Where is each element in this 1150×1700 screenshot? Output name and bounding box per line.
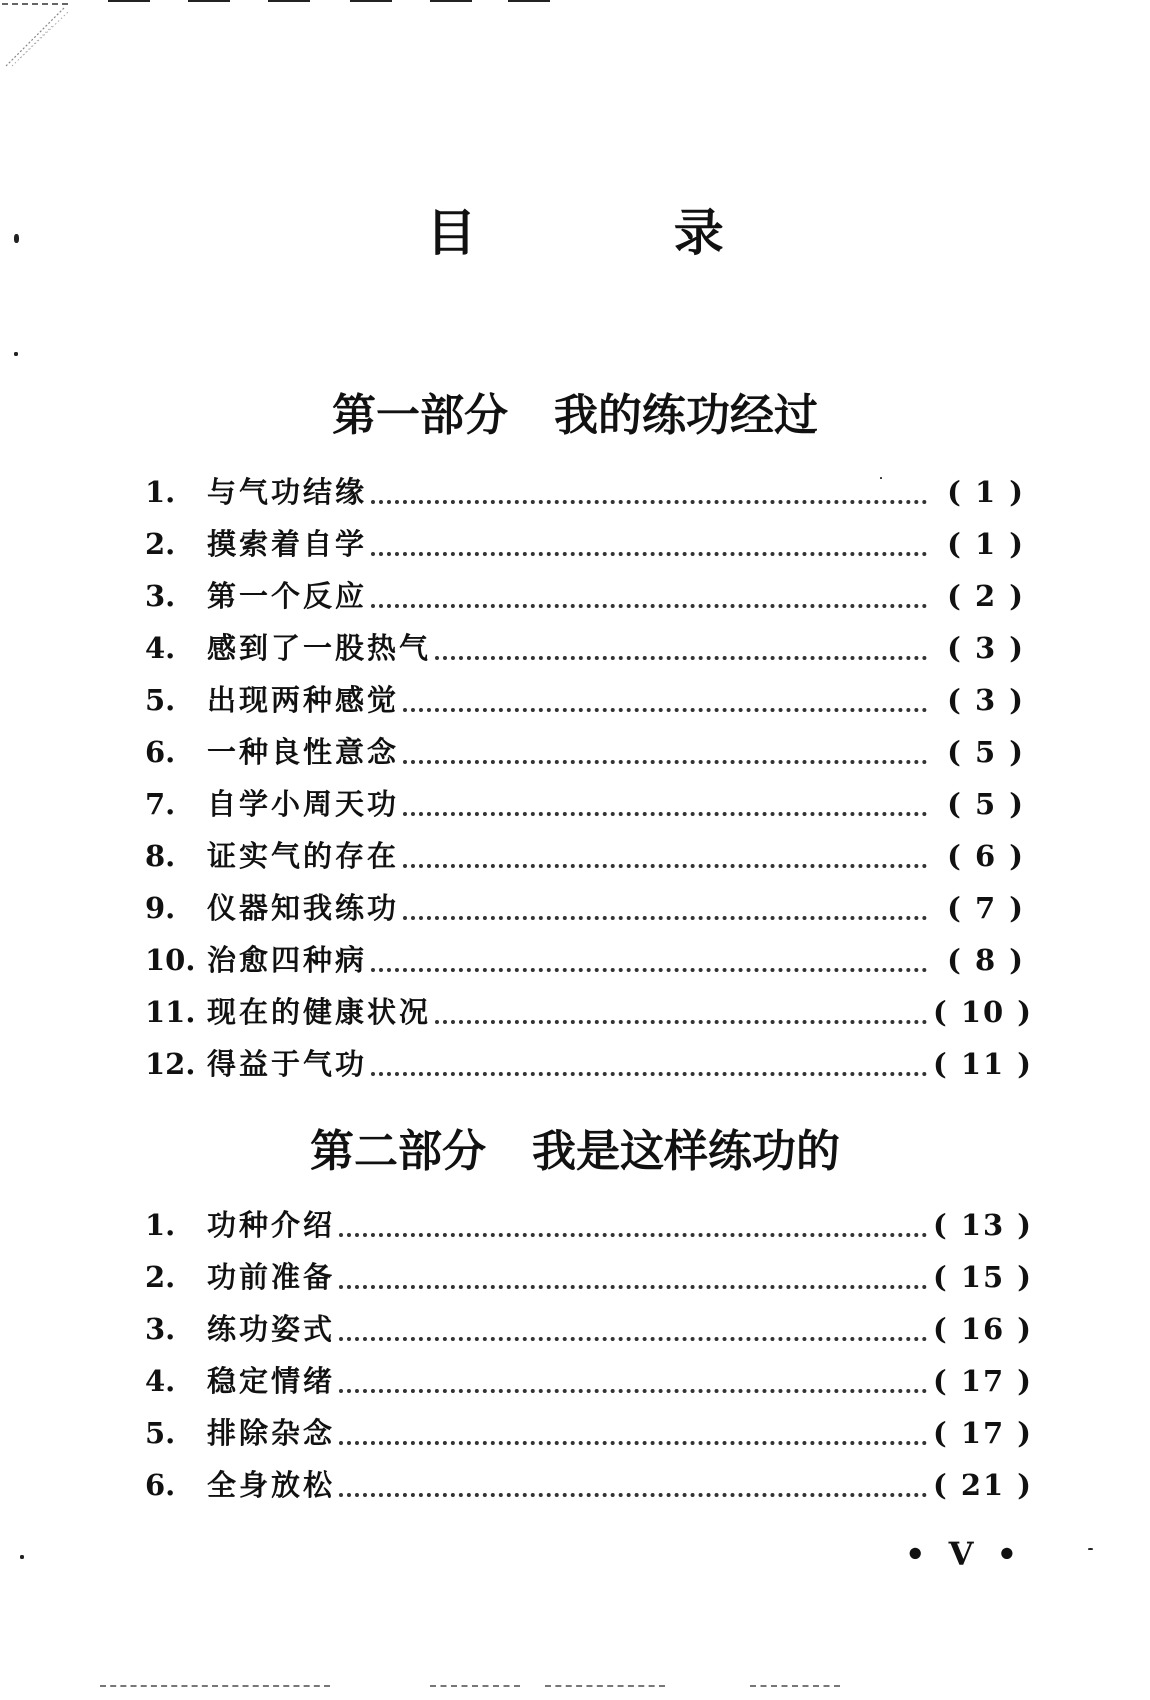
toc-leader-dots bbox=[403, 812, 927, 816]
scan-top-rule bbox=[108, 0, 150, 2]
toc-entry[interactable] bbox=[145, 730, 1025, 782]
toc-entry[interactable] bbox=[145, 574, 1025, 626]
toc-entry-title: 现在的健康状况 bbox=[207, 995, 432, 1029]
toc-leader-dots bbox=[371, 500, 927, 504]
toc-entry-page: ( 5 ) bbox=[947, 787, 1025, 821]
scan-bottom-noise bbox=[750, 1685, 840, 1693]
scan-speck bbox=[14, 352, 18, 356]
toc-entry-page: ( 15 ) bbox=[933, 1260, 1033, 1294]
toc-entry-number: 3. bbox=[145, 579, 176, 613]
toc-leader-dots bbox=[339, 1285, 927, 1289]
toc-entry[interactable] bbox=[145, 886, 1025, 938]
toc-entry[interactable] bbox=[145, 1463, 1033, 1515]
toc-entry-page: ( 6 ) bbox=[947, 839, 1025, 873]
toc-entry-number: 9. bbox=[145, 891, 176, 925]
toc-leader-dots bbox=[403, 864, 927, 868]
toc-entry-title: 摸索着自学 bbox=[207, 527, 368, 561]
toc-entry-title: 得益于气功 bbox=[207, 1047, 368, 1081]
toc-entry-page: ( 3 ) bbox=[947, 631, 1025, 665]
toc-entry-title: 练功姿式 bbox=[207, 1312, 336, 1346]
toc-leader-dots bbox=[435, 656, 927, 660]
toc-entry-title: 自学小周天功 bbox=[207, 787, 400, 821]
toc-entry[interactable] bbox=[145, 1042, 1033, 1094]
scan-bottom-noise bbox=[100, 1685, 330, 1693]
section-heading: 第一部分 我的练功经过 bbox=[332, 390, 818, 441]
toc-entry-title: 功前准备 bbox=[207, 1260, 336, 1294]
toc-leader-dots bbox=[339, 1337, 927, 1341]
toc-entry-number: 4. bbox=[145, 1364, 176, 1398]
toc-entry-page: ( 5 ) bbox=[947, 735, 1025, 769]
scan-speck bbox=[20, 1555, 24, 1559]
toc-entry-page: ( 17 ) bbox=[933, 1364, 1033, 1398]
toc-entry-page: ( 3 ) bbox=[947, 683, 1025, 717]
toc-entry[interactable] bbox=[145, 990, 1033, 1042]
toc-entry-number: 2. bbox=[145, 527, 176, 561]
toc-entry[interactable] bbox=[145, 834, 1025, 886]
toc-entry-page: ( 21 ) bbox=[933, 1468, 1033, 1502]
toc-leader-dots bbox=[339, 1389, 927, 1393]
toc-entry-title: 功种介绍 bbox=[207, 1208, 336, 1242]
toc-entry-page: ( 1 ) bbox=[947, 475, 1025, 509]
toc-entry-title: 仪器知我练功 bbox=[207, 891, 400, 925]
toc-leader-dots bbox=[371, 968, 927, 972]
toc-entry-number: 4. bbox=[145, 631, 176, 665]
toc-entry-number: 10. bbox=[145, 943, 196, 977]
toc-entry-page: ( 7 ) bbox=[947, 891, 1025, 925]
toc-entry[interactable] bbox=[145, 1203, 1033, 1255]
toc-leader-dots bbox=[339, 1441, 927, 1445]
toc-entry-page: ( 2 ) bbox=[947, 579, 1025, 613]
toc-entry[interactable] bbox=[145, 1255, 1033, 1307]
toc-entry-title: 治愈四种病 bbox=[207, 943, 368, 977]
toc-list-part-one bbox=[145, 470, 1033, 1094]
toc-entry-page: ( 16 ) bbox=[933, 1312, 1033, 1346]
toc-entry-title: 感到了一股热气 bbox=[207, 631, 432, 665]
toc-entry-page: ( 13 ) bbox=[933, 1208, 1033, 1242]
scan-top-rule bbox=[430, 0, 472, 2]
toc-entry-title: 一种良性意念 bbox=[207, 735, 400, 769]
toc-entry-title: 排除杂念 bbox=[207, 1416, 336, 1450]
toc-entry-number: 12. bbox=[145, 1047, 196, 1081]
scan-speck bbox=[1088, 1548, 1093, 1550]
toc-entry-number: 2. bbox=[145, 1260, 176, 1294]
toc-entry-number: 1. bbox=[145, 1208, 176, 1242]
toc-entry[interactable] bbox=[145, 470, 1025, 522]
toc-entry-number: 5. bbox=[145, 683, 176, 717]
toc-entry-page: ( 11 ) bbox=[933, 1047, 1033, 1081]
toc-entry-number: 6. bbox=[145, 735, 176, 769]
toc-entry[interactable] bbox=[145, 678, 1025, 730]
toc-leader-dots bbox=[371, 552, 927, 556]
toc-entry-number: 11. bbox=[145, 995, 196, 1029]
toc-entry-page: ( 17 ) bbox=[933, 1416, 1033, 1450]
toc-entry[interactable] bbox=[145, 782, 1025, 834]
toc-leader-dots bbox=[339, 1493, 927, 1497]
scan-top-rule bbox=[268, 0, 310, 2]
toc-entry-title: 第一个反应 bbox=[207, 579, 368, 613]
toc-entry[interactable] bbox=[145, 1411, 1033, 1463]
toc-entry-number: 3. bbox=[145, 1312, 176, 1346]
scan-bottom-noise bbox=[545, 1685, 665, 1693]
scan-top-rule bbox=[508, 0, 550, 2]
page-folio: • V • bbox=[905, 1535, 1024, 1573]
toc-entry-page: ( 1 ) bbox=[947, 527, 1025, 561]
toc-leader-dots bbox=[403, 760, 927, 764]
toc-entry-number: 5. bbox=[145, 1416, 176, 1450]
toc-entry-title: 全身放松 bbox=[207, 1468, 336, 1502]
toc-entry-title: 稳定情绪 bbox=[207, 1364, 336, 1398]
toc-entry-number: 7. bbox=[145, 787, 176, 821]
toc-entry[interactable] bbox=[145, 1359, 1033, 1411]
toc-entry-page: ( 10 ) bbox=[933, 995, 1033, 1029]
scan-top-rule bbox=[350, 0, 392, 2]
toc-leader-dots bbox=[403, 708, 927, 712]
toc-entry-page: ( 8 ) bbox=[947, 943, 1025, 977]
toc-list-part-two bbox=[145, 1203, 1033, 1515]
toc-leader-dots bbox=[403, 916, 927, 920]
toc-leader-dots bbox=[339, 1233, 927, 1237]
page-title: 目 录 bbox=[426, 204, 814, 262]
section-heading: 第二部分 我是这样练功的 bbox=[310, 1126, 840, 1177]
toc-entry-number: 6. bbox=[145, 1468, 176, 1502]
toc-entry-number: 1. bbox=[145, 475, 176, 509]
toc-entry[interactable] bbox=[145, 938, 1025, 990]
toc-leader-dots bbox=[435, 1020, 927, 1024]
watermark-stamp-icon bbox=[2, 0, 74, 70]
toc-leader-dots bbox=[371, 1072, 927, 1076]
scan-bottom-noise bbox=[430, 1685, 520, 1693]
toc-entry-title: 出现两种感觉 bbox=[207, 683, 400, 717]
toc-entry-number: 8. bbox=[145, 839, 176, 873]
scan-top-rule bbox=[188, 0, 230, 2]
toc-entry[interactable] bbox=[145, 522, 1025, 574]
toc-leader-dots bbox=[371, 604, 927, 608]
toc-entry[interactable] bbox=[145, 626, 1025, 678]
toc-entry-title: 证实气的存在 bbox=[207, 839, 400, 873]
toc-entry-title: 与气功结缘 bbox=[207, 475, 368, 509]
toc-entry[interactable] bbox=[145, 1307, 1033, 1359]
